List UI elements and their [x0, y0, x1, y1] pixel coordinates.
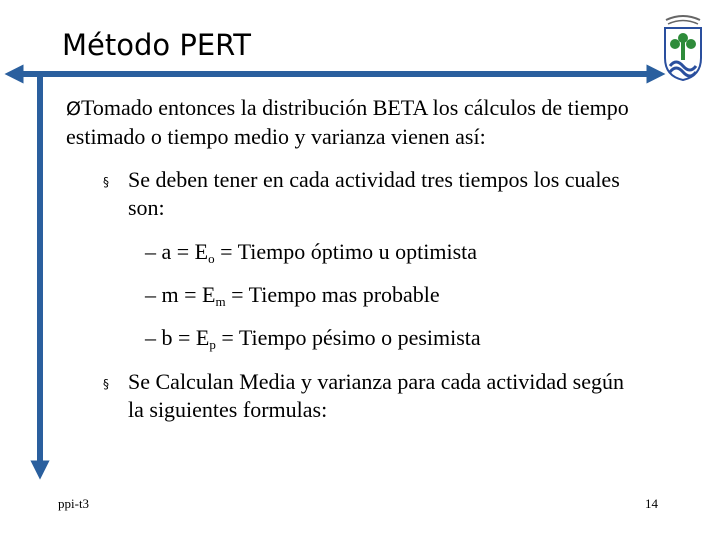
sub-item-subscript: m — [215, 294, 226, 309]
intro-text: Tomado entonces la distribución BETA los cálculos de tiempo estimado o tiempo medio y varianza vienen así: — [66, 95, 629, 149]
sub-item-variable: b = E — [161, 325, 210, 350]
slide-title: Método PERT — [62, 28, 251, 62]
dash-bullet: – — [145, 325, 156, 350]
sub-item — [145, 324, 481, 359]
sub-item-text: = Tiempo mas probable — [225, 282, 440, 307]
sub-item — [145, 238, 477, 273]
sub-item — [145, 281, 440, 316]
sub-item-subscript: p — [209, 337, 216, 352]
bullet-text: Se Calculan Media y varianza para cada actividad según la siguientes formulas: — [128, 369, 624, 422]
page-number: 14 — [645, 496, 658, 511]
square-bullet-icon: § — [103, 175, 109, 189]
sub-item-subscript: o — [208, 251, 215, 266]
dash-bullet: – — [145, 239, 156, 264]
intro-paragraph — [66, 94, 666, 151]
arrow-bullet-icon: Ø — [66, 98, 81, 120]
dash-bullet: – — [145, 282, 156, 307]
bullet-text: Se deben tener en cada actividad tres tiempos los cuales son: — [128, 167, 620, 220]
bullet-item — [103, 166, 643, 222]
sub-item-text: = Tiempo pésimo o pesimista — [215, 325, 481, 350]
bullet-item — [103, 368, 643, 424]
sub-item-variable: m = E — [161, 282, 216, 307]
sub-item-variable: a = E — [161, 239, 209, 264]
square-bullet-icon: § — [103, 377, 109, 391]
sub-item-text: = Tiempo óptimo u optimista — [214, 239, 478, 264]
footer-label: ppi-t3 — [58, 496, 90, 511]
university-crest-icon — [660, 14, 706, 84]
